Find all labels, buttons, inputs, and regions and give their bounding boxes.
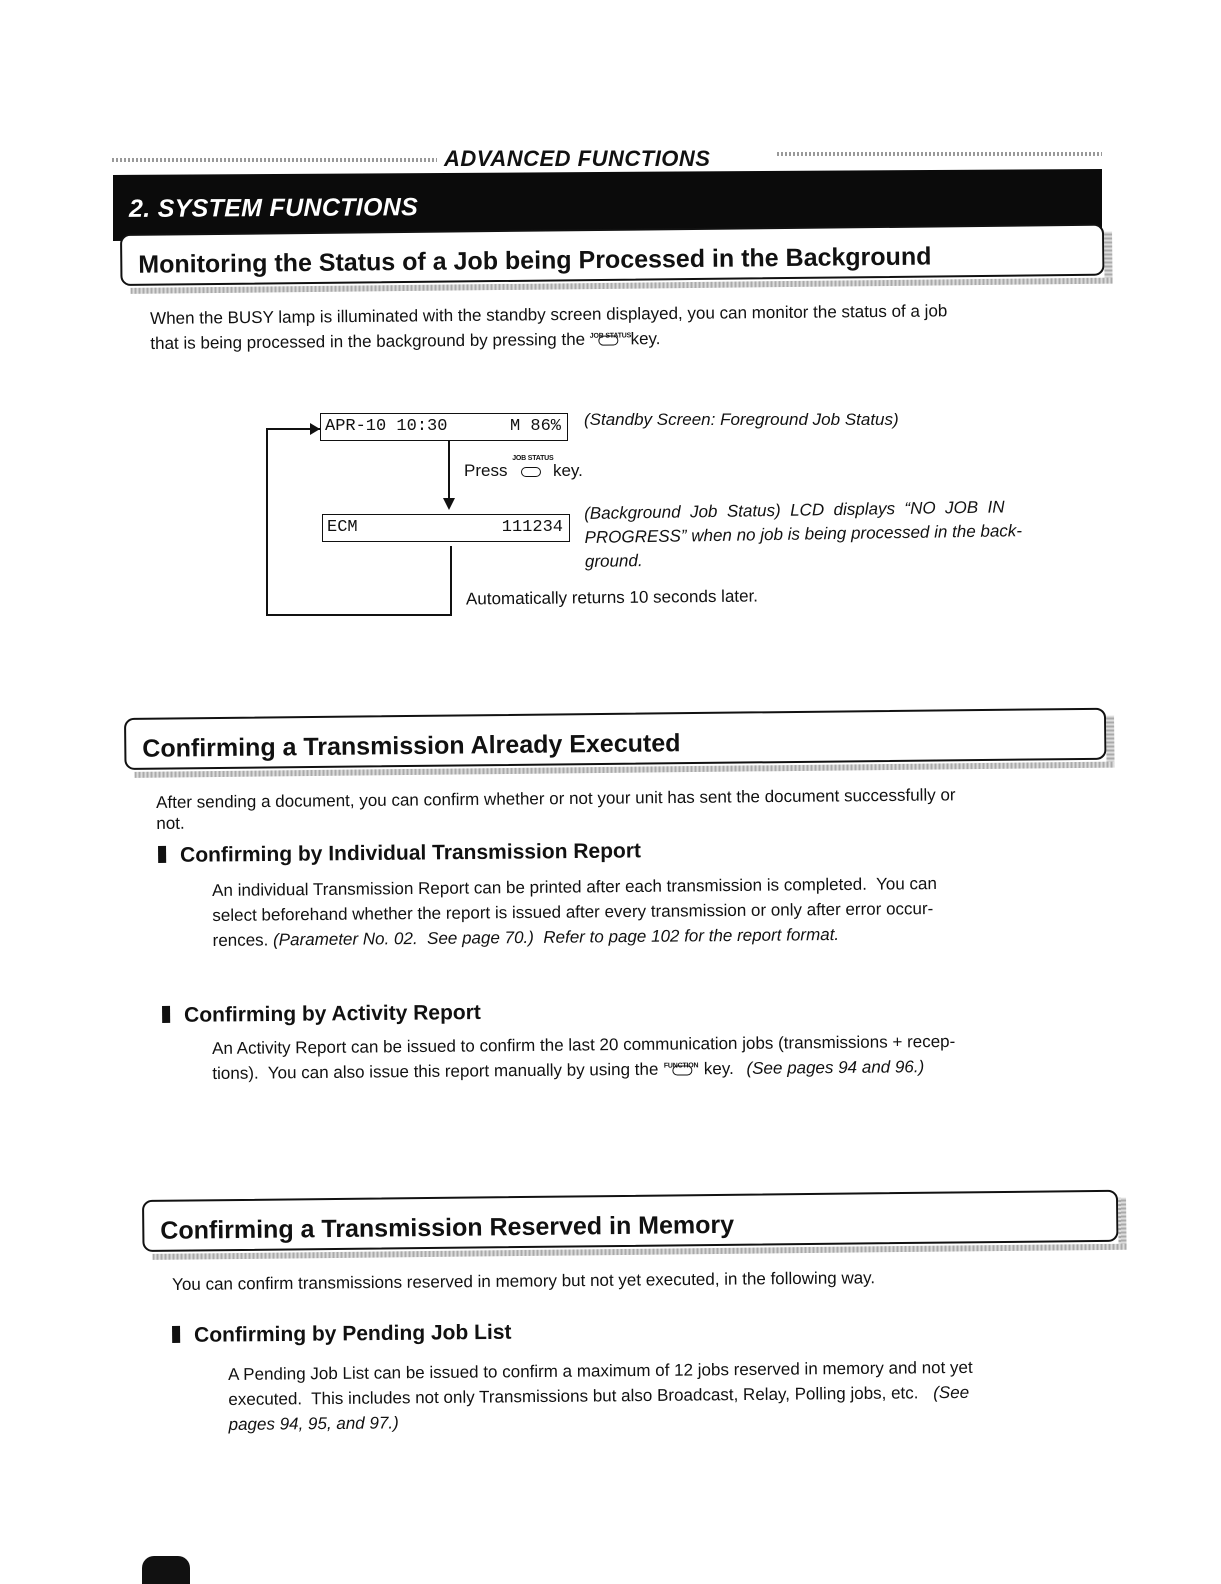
header-rule-left [112,158,437,162]
key-caption: JOB STATUS [589,332,632,340]
body-text: executed. This includes not only Transmissions but also Broadcast, Relay, Polling jobs, etc. [228,1383,919,1409]
pending-job-list-text [228,1353,1137,1437]
loop-line-bottom [266,614,452,616]
body-line: select beforehand whether the report is issued after every transmission or only after error occur- [212,899,934,925]
note-line: ground. [584,551,643,571]
square-bullet-icon [158,846,166,863]
header-rule-right [777,152,1102,156]
press-text: Press [464,461,508,480]
lcd-text-right: M 86% [509,417,561,436]
key-button-shape [521,467,541,477]
key-caption: JOB STATUS [512,455,554,462]
intro-text-end: key. [630,329,661,349]
body-reference: pages 94, 95, and 97.) [228,1413,399,1434]
subheading-text: Confirming by Individual Transmission Report [179,839,642,867]
body-text: key. [703,1058,734,1079]
job-status-key-icon [512,455,554,480]
executed-intro [156,781,1126,836]
activity-report-text [212,1027,1124,1086]
square-bullet-icon [162,1006,170,1023]
note-line: PROGRESS” when no job is being processed in the back- [584,521,1023,547]
box-shadow-bottom [131,278,1113,294]
section-title: Confirming a Transmission Reserved in Memory [160,1210,735,1245]
box-shadow-bottom [153,1244,1127,1260]
note-line: (Background Job Status) LCD displays “NO JOB IN [584,497,1005,523]
page-edge-tab [142,1556,190,1584]
section-title: Confirming a Transmission Already Executed [142,729,681,763]
body-text: tions). You can also issue this report manually by using the [212,1059,659,1083]
subheading-text: Confirming by Pending Job List [193,1320,512,1347]
chapter-title: 2. SYSTEM FUNCTIONS [129,193,419,223]
press-key-instruction [464,455,583,481]
lcd-background-screen [322,514,570,542]
intro-line: When the BUSY lamp is illuminated with the standby screen displayed, you can monitor the status of a job [150,301,948,328]
function-key-icon [663,1056,699,1078]
auto-return-note: Automatically returns 10 seconds later. [465,586,759,609]
press-text-end: key. [552,461,583,480]
section-title: Monitoring the Status of a Job being Processed in the Background [138,242,932,279]
individual-report-text [212,869,1125,953]
box-shadow-right [1118,1198,1127,1246]
lcd-text-left: ECM [327,518,358,537]
section-title-box-executed [124,708,1106,770]
box-shadow-right [1106,716,1115,764]
section-header-title: ADVANCED FUNCTIONS [444,146,711,171]
body-reference: (Parameter No. 02. See page 70.) Refer to page 102 for the report format. [272,924,840,950]
key-button-shape [672,1065,692,1075]
body-reference: (See pages 94 and 96.) [746,1057,925,1078]
box-shadow-right [1104,232,1113,280]
body-line: A Pending Job List can be issued to confirm a maximum of 12 jobs reserved in memory and not yet [228,1357,973,1384]
body-reference: (See [933,1382,970,1403]
box-shadow-bottom [135,762,1115,778]
intro-text: that is being processed in the background by pressing the [150,329,586,353]
job-status-key-icon [589,326,632,348]
monitoring-intro [150,297,1120,356]
subheading-activity-report [162,1001,481,1028]
subheading-pending-job-list [172,1321,512,1348]
key-caption: FUNCTION [663,1062,699,1070]
subheading-individual-report [158,839,641,868]
arrow-down-shaft [448,440,450,502]
intro-line: not. [156,813,185,833]
square-bullet-icon [172,1326,180,1343]
body-line: An Activity Report can be issued to confirm the last 20 communication jobs (transmissions + recep- [212,1031,956,1058]
key-button-shape [599,336,619,346]
section-title-box-reserved [142,1190,1118,1252]
body-line: An individual Transmission Report can be printed after each transmission is completed. You can [212,874,937,900]
lcd-standby-screen [320,413,568,441]
intro-line: After sending a document, you can confirm whether or not your unit has sent the document successfully or [156,785,956,812]
loop-line-return [450,546,452,616]
loop-line-left [266,428,268,616]
standby-note: (Standby Screen: Foreground Job Status) [584,410,899,429]
lcd-text-left: APR-10 10:30 [325,417,448,436]
section-title-box-monitoring [120,224,1104,286]
intro-line: You can confirm transmissions reserved in memory but not yet executed, in the following way. [172,1268,876,1294]
reserved-intro [172,1263,1112,1297]
lcd-text-right: 111234 [501,518,563,537]
arrow-down-icon [443,498,455,510]
arrow-right-icon [310,423,320,435]
subheading-text: Confirming by Activity Report [183,1000,481,1027]
background-note [584,494,1110,574]
body-text: rences. [212,930,269,950]
